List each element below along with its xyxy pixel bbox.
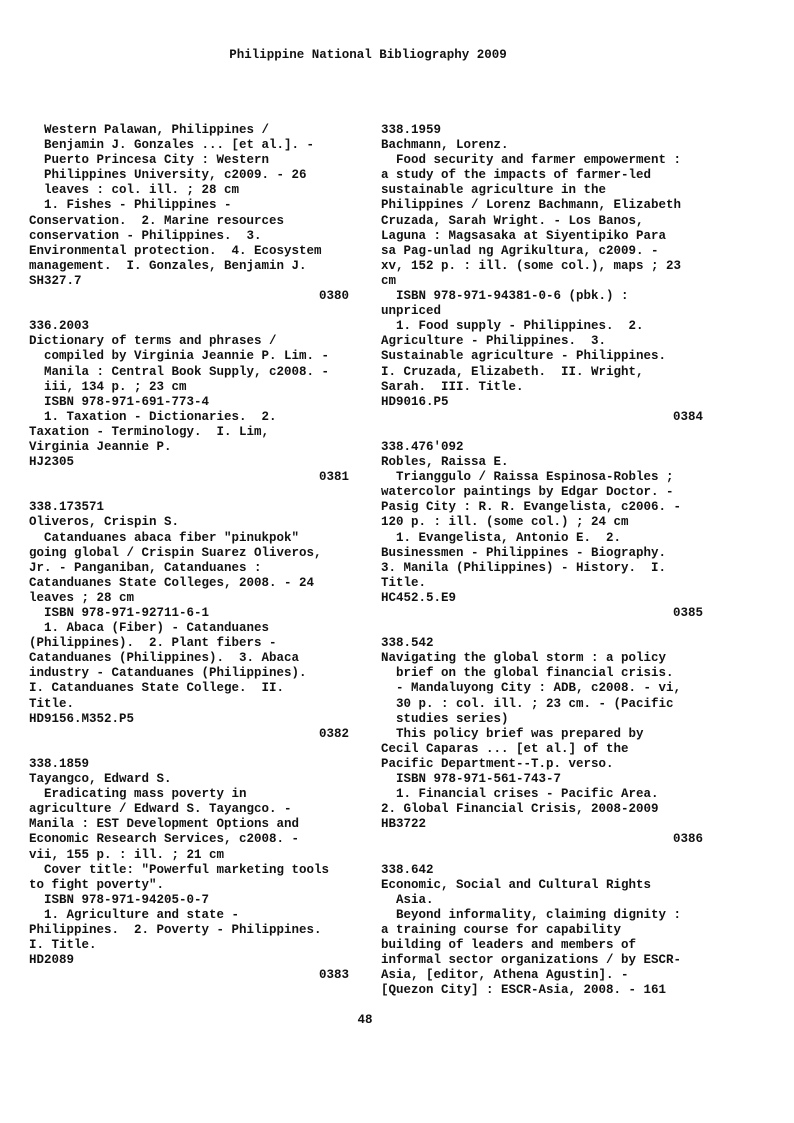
entry-number: 0384 [672,409,703,424]
entry-line: 1. Evangelista, Antonio E. 2. [381,530,622,545]
bibliography-entry [29,319,349,485]
entry-line: sustainable agriculture in the [381,183,607,198]
entry-line: Cover title: "Powerful marketing tools [29,862,330,877]
entry-line: Businessmen - Philippines - Biography. [381,545,667,560]
entry-line: ISBN 978-971-691-773-4 [29,394,210,409]
entry-line: [Quezon City] : ESCR-Asia, 2008. - 161 [381,983,667,998]
entry-line: Dictionary of terms and phrases / [29,334,277,349]
entry-line: 1. Fishes - Philippines - [29,198,232,213]
entry-line: Catanduanes State Colleges, 2008. - 24 [29,575,315,590]
entry-line: Title. [381,575,427,590]
entry-line: Eradicating mass poverty in [29,787,247,802]
entry-line: Economic, Social and Cultural Rights [381,877,652,892]
entry-line: 338.1859 [29,756,90,771]
entry-line: Asia. [381,892,434,907]
entry-line: Taxation - Terminology. I. Lim, [29,424,270,439]
entry-line: Philippines. 2. Poverty - Philippines. [29,922,322,937]
entry-line: leaves : col. ill. ; 28 cm [29,183,240,198]
entry-line: Sarah. III. Title. [381,379,524,394]
entry-line: Manila : EST Development Options and [29,817,300,832]
entry-line: 1. Food supply - Philippines. 2. [381,319,644,334]
entry-line: 1. Abaca (Fiber) - Catanduanes [29,621,270,636]
entry-line: Philippines / Lorenz Bachmann, Elizabeth [381,198,682,213]
entry-line: industry - Catanduanes (Philippines). [29,666,307,681]
entry-line: SH327.7 [29,273,82,288]
entry-line: sa Pag-unlad ng Agrikultura, c2009. - [381,243,659,258]
entry-line: Bachmann, Lorenz. [381,138,509,153]
entry-line: 336.2003 [29,319,90,334]
entry-line: Sustainable agriculture - Philippines. [381,349,667,364]
entry-line: a study of the impacts of farmer-led [381,168,652,183]
entry-line: going global / Crispin Suarez Oliveros, [29,545,322,560]
entry-line: Food security and farmer empowerment : [381,153,682,168]
entry-line: a training course for capability [381,922,622,937]
entry-line: ISBN 978-971-561-743-7 [381,772,562,787]
entry-line: Cruzada, Sarah Wright. - Los Banos, [381,213,644,228]
entry-line: 120 p. : ill. (some col.) ; 24 cm [381,515,629,530]
entry-number: 0382 [318,726,349,741]
entry-line: HC452.5.E9 [381,590,457,605]
entry-line: Jr. - Panganiban, Catanduanes : [29,560,262,575]
bibliography-entry [381,636,703,847]
entry-line: HD9016.P5 [381,394,449,409]
entry-line: 338.642 [381,862,434,877]
entry-line: watercolor paintings by Edgar Doctor. - [381,485,674,500]
entry-line: Laguna : Magsasaka at Siyentipiko Para [381,228,667,243]
entry-line: Manila : Central Book Supply, c2008. - [29,364,330,379]
entry-number: 0381 [318,470,349,485]
entry-line: Cecil Caparas ... [et al.] of the [381,741,629,756]
entry-line: Conservation. 2. Marine resources [29,213,285,228]
entry-line: 2. Global Financial Crisis, 2008-2009 [381,802,659,817]
entry-line: Philippines University, c2009. - 26 [29,168,307,183]
entry-line: management. I. Gonzales, Benjamin J. [29,258,307,273]
entry-line: conservation - Philippines. 3. [29,228,262,243]
entry-line: 338.542 [381,636,434,651]
entry-line: HD9156.M352.P5 [29,711,135,726]
entry-line: unpriced [381,304,442,319]
entry-line: agriculture / Edward S. Tayangco. - [29,802,292,817]
running-header: Philippine National Bibliography 2009 [229,48,507,62]
entry-line: I. Catanduanes State College. II. [29,681,285,696]
entry-line: Benjamin J. Gonzales ... [et al.]. - [29,138,315,153]
entry-line: I. Cruzada, Elizabeth. II. Wright, [381,364,644,379]
bibliography-entry [29,123,349,304]
entry-line: 1. Financial crises - Pacific Area. [381,787,659,802]
bibliography-entry [29,757,349,983]
entry-line: HB3722 [381,817,427,832]
entry-line: ISBN 978-971-94205-0-7 [29,892,210,907]
entry-line: informal sector organizations / by ESCR- [381,953,682,968]
bibliography-entry [29,500,349,742]
entry-line: brief on the global financial crisis. [381,666,674,681]
entry-line: Trianggulo / Raissa Espinosa-Robles ; [381,470,674,485]
entry-line: Agriculture - Philippines. 3. [381,334,607,349]
entry-line: This policy brief was prepared by [381,726,644,741]
entry-line: leaves ; 28 cm [29,590,135,605]
left-column [29,123,349,983]
entry-line: Asia, [editor, Athena Agustin]. - [381,968,629,983]
entry-line: 338.1959 [381,123,442,137]
entry-line: HJ2305 [29,455,75,470]
entry-line: (Philippines). 2. Plant fibers - [29,636,277,651]
entry-line: Oliveros, Crispin S. [29,515,180,530]
entry-line: xv, 152 p. : ill. (some col.), maps ; 23 [381,258,682,273]
entry-line: 3. Manila (Philippines) - History. I. [381,560,667,575]
entry-line: I. Title. [29,938,97,953]
entry-line: Pasig City : R. R. Evangelista, c2006. - [381,500,682,515]
bibliography-entry [381,440,703,621]
entry-line: ISBN 978-971-92711-6-1 [29,606,210,620]
entry-line: compiled by Virginia Jeannie P. Lim. - [29,349,330,364]
entry-line: Catanduanes abaca fiber "pinukpok" [29,530,300,545]
entry-line: 338.476'092 [381,439,464,454]
entry-line: iii, 134 p. ; 23 cm [29,379,187,394]
entry-line: vii, 155 p. : ill. ; 21 cm [29,847,225,862]
entry-line: 1. Agriculture and state - [29,907,240,922]
entry-line: Economic Research Services, c2008. - [29,832,300,847]
entry-line: Environmental protection. 4. Ecosystem [29,243,322,258]
entry-line: cm [381,273,397,288]
entry-line: Catanduanes (Philippines). 3. Abaca [29,651,300,666]
entry-line: Puerto Princesa City : Western [29,153,270,168]
page-number: 48 [357,1013,373,1027]
entry-line: Tayangco, Edward S. [29,772,172,787]
entry-line: - Mandaluyong City : ADB, c2008. - vi, [381,681,682,696]
entry-line: 1. Taxation - Dictionaries. 2. [29,409,277,424]
entry-line: studies series) [381,711,509,726]
entry-line: 338.173571 [29,500,105,515]
bibliography-entry [381,123,703,425]
right-column [381,123,703,998]
entry-line: Pacific Department--T.p. verso. [381,756,614,771]
entry-line: HD2089 [29,953,75,968]
bibliography-entry [381,863,703,999]
entry-line: Western Palawan, Philippines / [29,123,270,137]
entry-line: Virginia Jeannie P. [29,439,172,454]
entry-line: Title. [29,696,75,711]
entry-line: 30 p. : col. ill. ; 23 cm. - (Pacific [381,696,674,711]
entry-line: ISBN 978-971-94381-0-6 (pbk.) : [381,289,629,304]
entry-number: 0383 [318,968,349,983]
entry-line: to fight poverty". [29,877,165,892]
entry-line: Robles, Raissa E. [381,455,509,470]
entry-line: building of leaders and members of [381,938,637,953]
entry-number: 0385 [672,606,703,620]
entry-line: Beyond informality, claiming dignity : [381,907,682,922]
entry-line: Navigating the global storm : a policy [381,651,667,666]
entry-number: 0380 [318,289,349,304]
entry-number: 0386 [672,832,703,847]
